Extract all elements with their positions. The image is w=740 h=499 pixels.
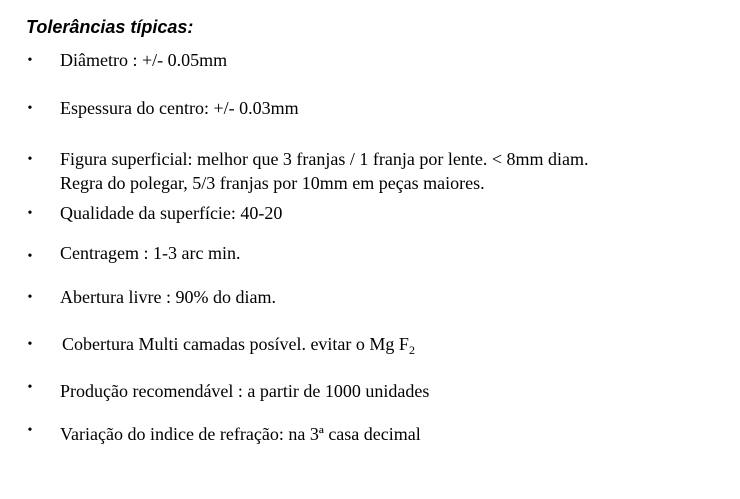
list-item-text: Variação do indice de refração: na 3ª casa decimal xyxy=(60,424,421,444)
bullet-icon: • xyxy=(27,380,33,395)
list-item-text: Diâmetro : +/- 0.05mm xyxy=(60,50,228,70)
bullet-icon: • xyxy=(27,152,33,167)
bullet-icon: • xyxy=(27,337,33,352)
list-item-text: Produção recomendável : a partir de 1000 unidades xyxy=(60,381,430,401)
page-heading: Tolerâncias típicas: xyxy=(26,17,194,37)
bullet-icon: • xyxy=(27,101,33,116)
list-item-text xyxy=(62,333,415,356)
list-item-text: Espessura do centro: +/- 0.03mm xyxy=(60,98,299,118)
bullet-icon: • xyxy=(27,290,33,305)
bullet-icon: • xyxy=(27,249,33,264)
list-item-text-main: Cobertura Multi camadas posível. evitar o Mg F xyxy=(62,334,409,354)
subscript-text: 2 xyxy=(408,343,415,357)
bullet-icon: • xyxy=(27,423,33,438)
list-item-text: Centragem : 1-3 arc min. xyxy=(60,243,241,263)
list-item-text: Qualidade da superfície: 40-20 xyxy=(60,203,283,223)
bullet-icon: • xyxy=(27,53,33,68)
list-item-text: Figura superficial: melhor que 3 franjas / 1 franja por lente. < 8mm diam. xyxy=(60,149,589,169)
list-item-text: Regra do polegar, 5/3 franjas por 10mm em peças maiores. xyxy=(60,173,485,193)
list-item-text: Abertura livre : 90% do diam. xyxy=(60,287,276,307)
bullet-icon: • xyxy=(27,206,33,221)
